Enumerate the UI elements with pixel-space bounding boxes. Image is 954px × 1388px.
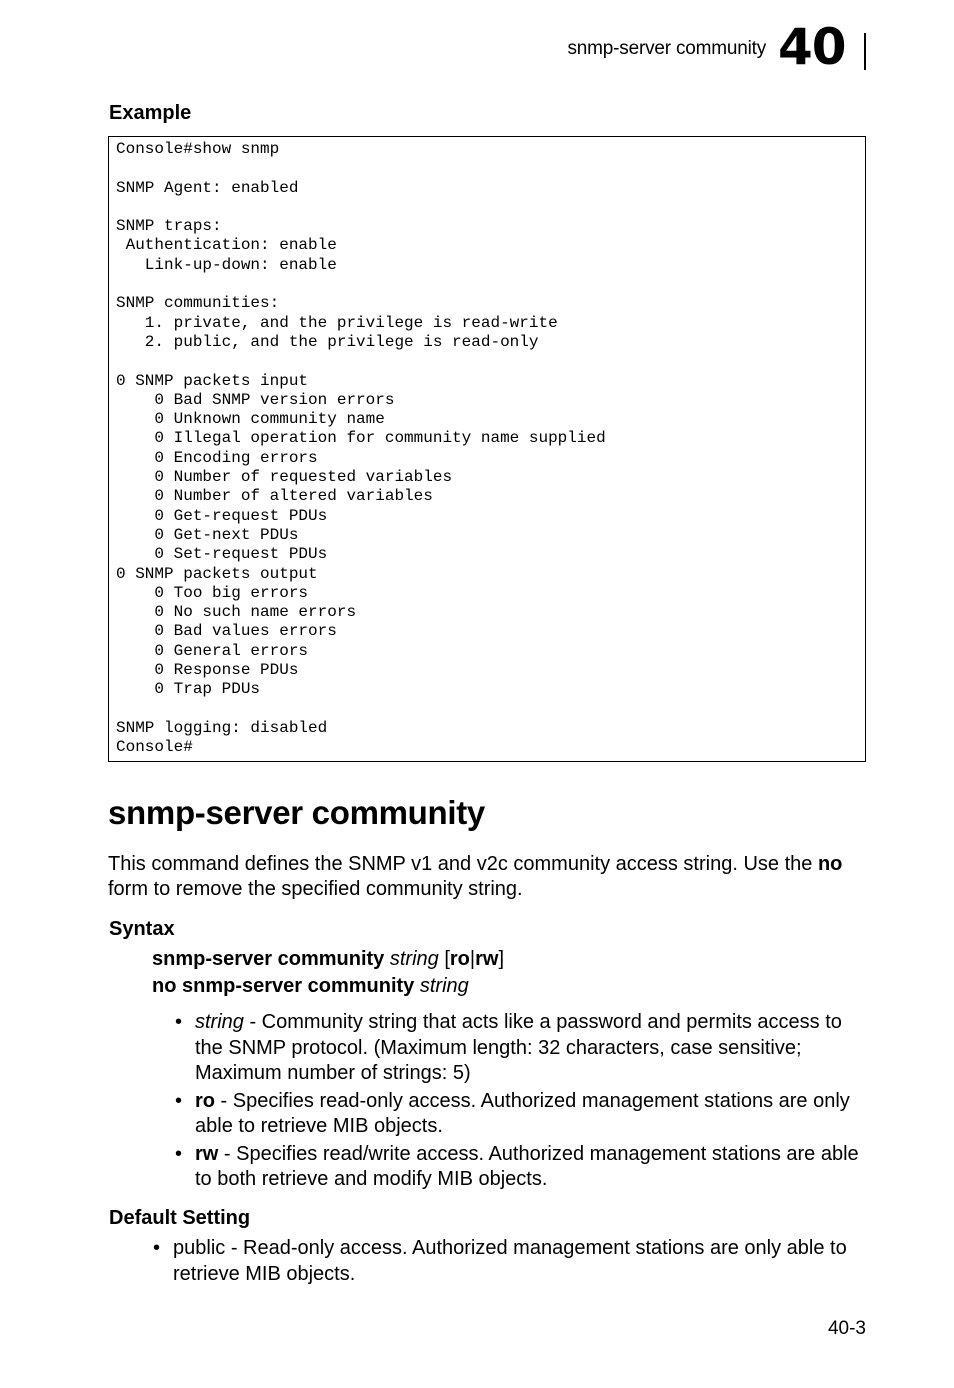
default-item-text: public - Read-only access. Authorized management stations are only able to retrieve MIB objects. bbox=[173, 1237, 847, 1285]
page-number: 40-3 bbox=[827, 1318, 866, 1339]
param-term: ro bbox=[195, 1089, 215, 1112]
intro-paragraph bbox=[108, 852, 878, 902]
default-setting-list bbox=[153, 1236, 873, 1289]
syntax-bracket-close: ] bbox=[498, 948, 504, 970]
chapter-number: 40 bbox=[778, 18, 846, 76]
param-desc: - Specifies read/write access. Authorized management stations are able to both retrieve and modify MIB objects. bbox=[195, 1142, 859, 1190]
list-item bbox=[175, 1010, 875, 1087]
syntax-no-arg: string bbox=[419, 975, 469, 997]
bullet-icon: • bbox=[153, 1237, 161, 1259]
intro-text-end: form to remove the specified community string. bbox=[108, 878, 523, 900]
header-rule bbox=[864, 33, 866, 70]
param-desc: - Specifies read-only access. Authorized management stations are only able to retrieve MIB objects. bbox=[195, 1089, 850, 1137]
syntax-no-command: no snmp-server community bbox=[152, 975, 415, 997]
syntax-heading: Syntax bbox=[109, 918, 175, 940]
syntax-sep: | bbox=[469, 948, 476, 970]
code-example: Console#show snmp SNMP Agent: enabled SNMP traps: Authentication: enable Link-up-down: enable SNMP communities: 1. private, and the privilege is read-write 2. public, and the privilege is read-only 0 SNMP packets input 0 Bad SNMP version errors 0 Unknown community name 0 Illegal operation for community name supplied 0 Encoding errors 0 Number of requested variables 0 Number of altered variables 0 Get-request PDUs 0 Get-next PDUs 0 Set-request PDUs 0 SNMP packets output 0 Too big errors 0 No such name errors 0 Bad values errors 0 General errors 0 Response PDUs 0 Trap PDUs SNMP logging: disabled Console# bbox=[116, 140, 606, 757]
param-desc: - Community string that acts like a password and permits access to the SNMP protocol. (Maximum length: 32 characters, case sensitive; Maximum number of strings: 5) bbox=[195, 1011, 842, 1084]
param-term: rw bbox=[195, 1142, 219, 1165]
syntax-line-1 bbox=[152, 948, 504, 971]
running-header-title: snmp-server community bbox=[567, 38, 766, 59]
list-item bbox=[153, 1236, 873, 1287]
parameter-list bbox=[175, 1010, 875, 1195]
example-heading: Example bbox=[109, 102, 192, 124]
syntax-arg: string bbox=[389, 948, 439, 970]
list-item bbox=[175, 1142, 875, 1193]
syntax-bracket-open: [ bbox=[438, 948, 450, 970]
syntax-line-2 bbox=[152, 975, 469, 998]
bullet-icon: • bbox=[175, 1142, 183, 1165]
bullet-icon: • bbox=[175, 1011, 183, 1033]
param-term: string bbox=[195, 1011, 244, 1033]
intro-text: This command defines the SNMP v1 and v2c community access string. Use the bbox=[108, 853, 818, 875]
default-setting-heading: Default Setting bbox=[109, 1207, 251, 1229]
code-example-box bbox=[108, 136, 866, 762]
bullet-icon: • bbox=[175, 1089, 183, 1112]
intro-keyword-no: no bbox=[817, 853, 843, 875]
syntax-command: snmp-server community bbox=[152, 948, 385, 970]
list-item bbox=[175, 1089, 875, 1140]
syntax-ro: ro bbox=[449, 948, 470, 970]
section-title: snmp-server community bbox=[108, 794, 485, 831]
syntax-rw: rw bbox=[475, 948, 499, 970]
